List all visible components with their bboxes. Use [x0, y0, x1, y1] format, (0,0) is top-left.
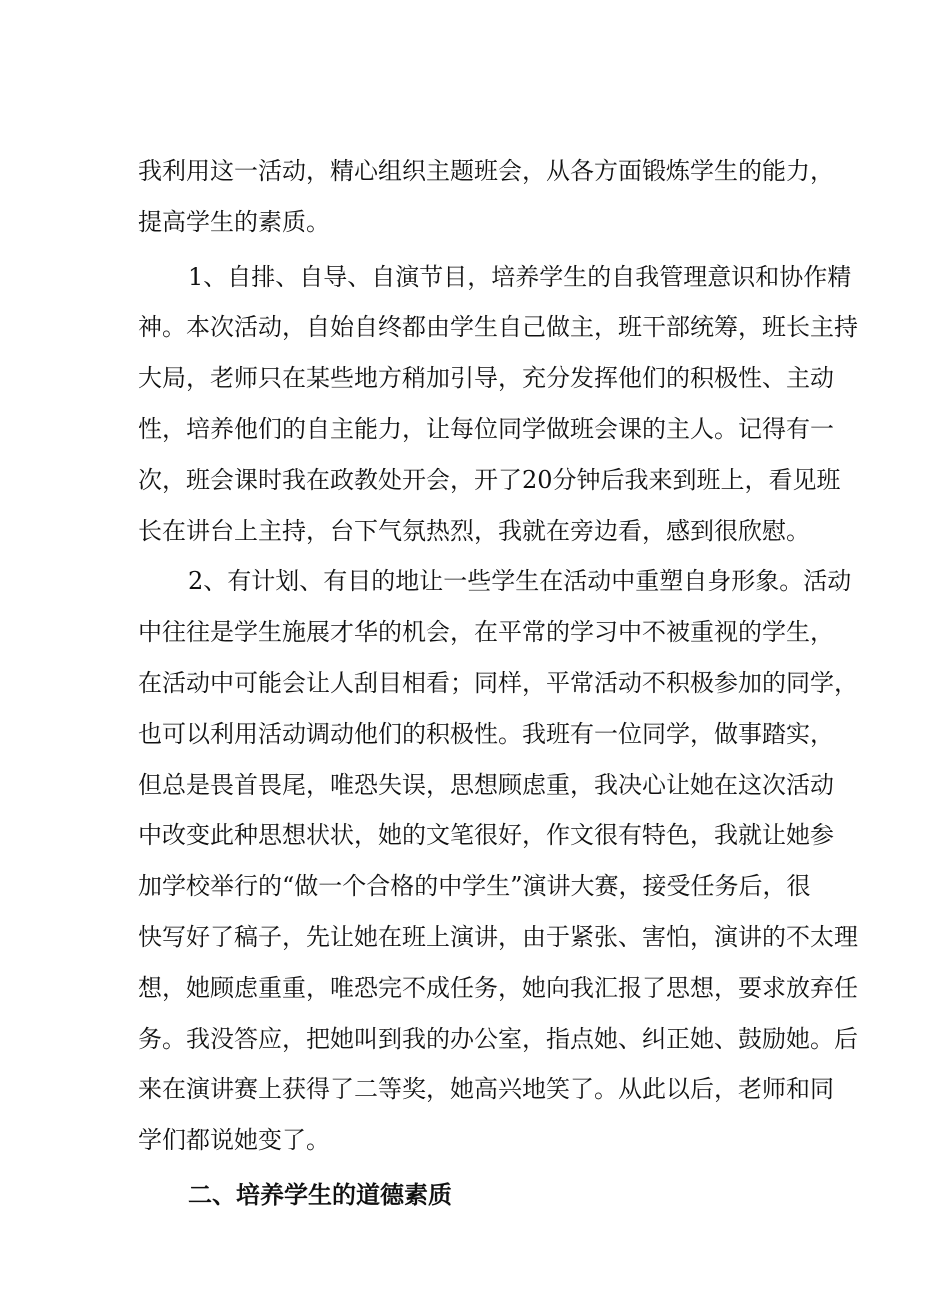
paragraph-2-first-line: 2、有计划、有目的地让一些学生在活动中重塑自身形象。活动 — [188, 567, 852, 596]
text-line: 神。本次活动，自始自终都由学生自己做主，班干部统筹，班长主持 — [138, 313, 858, 342]
text-line: 中往往是学生施展才华的机会，在平常的学习中不被重视的学生， — [138, 618, 834, 647]
paragraph-1-first-line: 1、自排、自导、自演节目，培养学生的自我管理意识和协作精 — [188, 262, 852, 291]
section-heading: 二、培养学生的道德素质 — [188, 1180, 452, 1209]
text-line: 快写好了稿子，先让她在班上演讲，由于紧张、害怕，演讲的不太理 — [138, 922, 858, 951]
text-line: 但总是畏首畏尾，唯恐失误，思想顾虑重，我决心让她在这次活动 — [138, 770, 834, 799]
text-line: 我利用这一活动，精心组织主题班会，从各方面锻炼学生的能力， — [138, 157, 834, 185]
text-line: 想，她顾虑重重，唯恐完不成任务，她向我汇报了思想，要求放弃任 — [138, 973, 858, 1002]
text-line: 学们都说她变了。 — [138, 1126, 330, 1155]
text-line: 加学校举行的“做一个合格的中学生”演讲大赛，接受任务后，很 — [138, 872, 811, 901]
text-line: 来在演讲赛上获得了二等奖，她高兴地笑了。从此以后，老师和同 — [138, 1075, 834, 1104]
text-line: 也可以利用活动调动他们的积极性。我班有一位同学，做事踏实， — [138, 719, 834, 748]
text-line: 提高学生的素质。 — [138, 207, 330, 236]
text-line: 性，培养他们的自主能力，让每位同学做班会课的主人。记得有一 — [138, 414, 834, 443]
text-line: 次，班会课时我在政教处开会，开了20分钟后我来到班上，看见班 — [138, 465, 841, 494]
text-line: 务。我没答应，把她叫到我的办公室，指点她、纠正她、鼓励她。后 — [138, 1024, 858, 1053]
text-line: 长在讲台上主持，台下气氛热烈，我就在旁边看，感到很欣慰。 — [138, 516, 810, 545]
document-body — [138, 146, 860, 1221]
text-line: 在活动中可能会让人刮目相看；同样，平常活动不积极参加的同学， — [138, 668, 858, 697]
text-line: 大局，老师只在某些地方稍加引导，充分发挥他们的积极性、主动 — [138, 364, 834, 393]
text-line: 中改变此种思想状状，她的文笔很好，作文很有特色，我就让她参 — [138, 821, 834, 850]
